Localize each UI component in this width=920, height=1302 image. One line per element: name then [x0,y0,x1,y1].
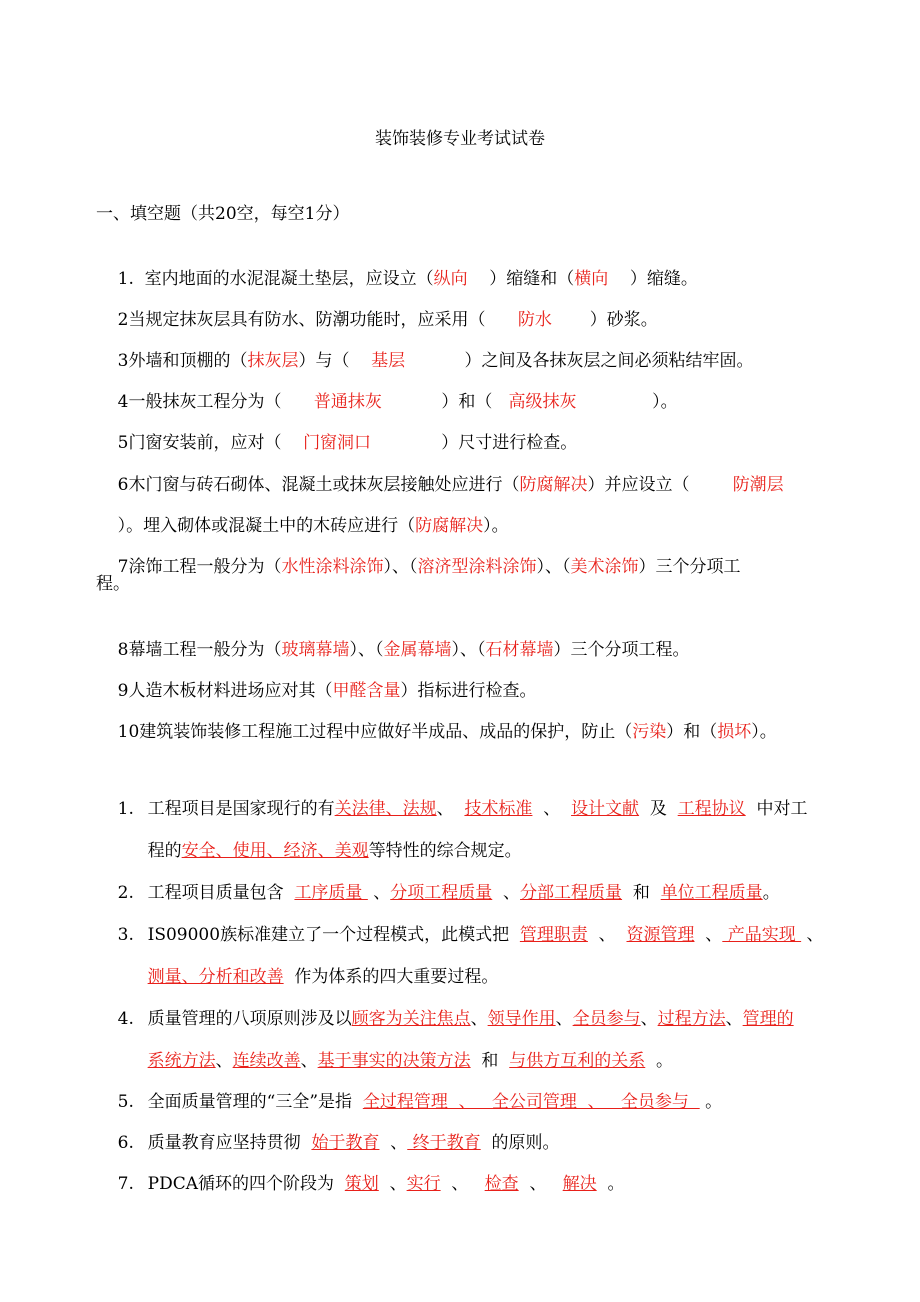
question-9: 9人造木板材料进场应对其（甲醛含量）指标进行检查。 [117,681,537,701]
question-7-cont: 程。 [96,574,130,594]
item-5: 5. 全面质量管理的“三全”是指 全过程管理 、 全公司管理 、 全员参与 。 [117,1092,723,1112]
item-1: 1. 工程项目是国家现行的有关法律、法规、 技术标准 、 设计文献 及 工程协议 中对工 [117,799,808,819]
question-6-cont: ）。埋入砌体或混凝土中的木砖应进行（防腐解决）。 [117,516,509,536]
item-3-cont: 测量、分析和改善 作为体系的四大重要过程。 [147,967,499,987]
question-6: 6木门窗与砖石砌体、混凝土或抹灰层接触处应进行（防腐解决）并应设立（ 防潮层 [117,475,784,495]
item-3: 3. IS09000族标准建立了一个过程模式，此模式把 管理职责 、 资源管理 、 产品实现 、 [117,925,824,945]
question-5: 5门窗安装前，应对（ 门窗洞口 ）尺寸进行检查。 [117,433,578,453]
question-1: 1. 室内地面的水泥混凝土垫层，应设立（纵向 ）缩缝和（横向 ）缩缝。 [117,269,698,289]
question-7: 7涂饰工程一般分为（水性涂料涂饰）、（溶济型涂料涂饰）、（美术涂饰）三个分项工 [117,557,741,577]
page-title: 装饰装修专业考试试卷 [375,129,545,149]
item-7: 7. PDCA循环的四个阶段为 策划 、实行 、 检查 、 解决 。 [117,1174,625,1194]
question-8: 8幕墙工程一般分为（玻璃幕墙）、（金属幕墙）、（石材幕墙）三个分项工程。 [117,640,690,660]
item-2: 2. 工程项目质量包含 工序质量 、分项工程质量 、分部工程质量 和 单位工程质量。 [117,883,780,903]
question-4: 4一般抹灰工程分为（ 普通抹灰 ）和（ 高级抹灰 ）。 [117,392,678,412]
question-3: 3外墙和顶棚的（抹灰层）与（ 基层 ）之间及各抹灰层之间必须粘结牢固。 [117,351,754,371]
item-4: 4. 质量管理的八项原则涉及以顾客为关注焦点、领导作用、全员参与、过程方法、管理的 [117,1009,794,1029]
question-2: 2当规定抹灰层具有防水、防潮功能时，应采用（ 防水 ）砂浆。 [117,310,658,330]
item-6: 6. 质量教育应坚持贯彻 始于教育 、 终于教育 的原则。 [117,1133,560,1153]
question-10: 10建筑装饰装修工程施工过程中应做好半成品、成品的保护，防止（污染）和（损坏）。 [117,722,777,742]
item-1-cont: 程的安全、使用、经济、美观等特性的综合规定。 [147,841,522,861]
section-heading: 一、填空题（共20空，每空1分） [96,204,350,224]
item-4-cont: 系统方法、连续改善、基于事实的决策方法 和 与供方互利的关系 。 [147,1051,674,1071]
